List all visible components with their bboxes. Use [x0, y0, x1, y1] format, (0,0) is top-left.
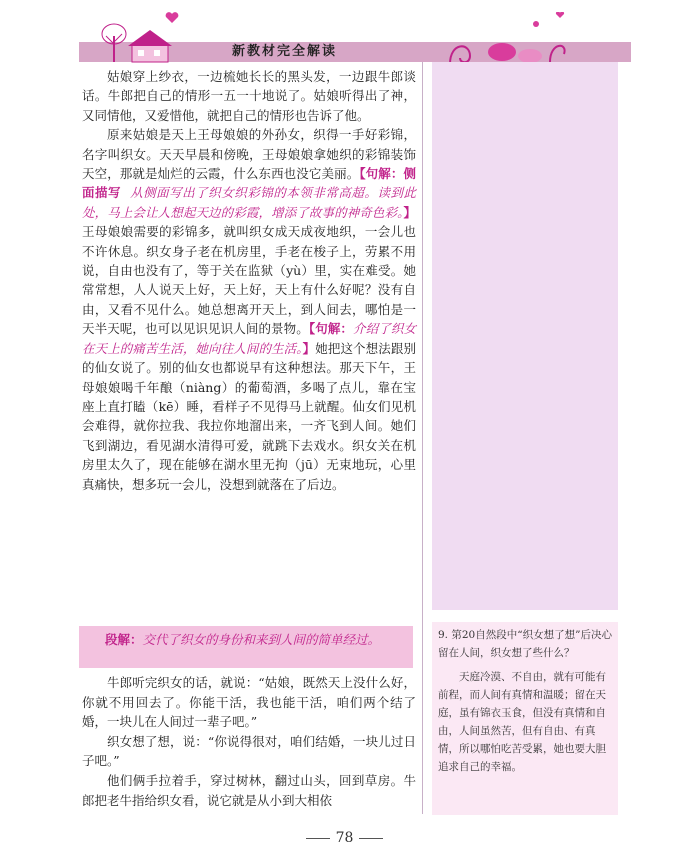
- text: 原来姑娘是天上王母娘娘的外孙女，织得一手好彩锦，名字叫织女。天天早晨和傍晚，王母娘娘拿她织的彩锦装饰天空，那就是灿烂的云霞，什么东西也没它美丽。: [82, 127, 416, 182]
- heart-icon: [165, 12, 179, 24]
- swirl-flower-decoration-icon: [440, 12, 580, 66]
- side-question: 9. 第20自然段中“织女想了想”后决心留在人间，织女想了些什么？: [438, 629, 612, 659]
- paragraph: [82, 125, 416, 494]
- summary-text: 交代了织女的身份和来到人间的简单经过。: [142, 632, 381, 647]
- sentence-analysis-tag-end: 】: [403, 204, 416, 220]
- page-number-rule-left: [306, 838, 330, 839]
- paragraph-summary-box: [79, 626, 413, 668]
- paragraph: 姑娘穿上纱衣，一边梳她长长的黑头发，一边跟牛郎谈话。牛郎把自己的情形一五一十地说了。姑娘听得出了神，又同情他，又爱惜他，就把自己的情形也告诉了他。: [82, 69, 416, 123]
- page-number-rule-right: [359, 838, 383, 839]
- main-text-block-2: [82, 673, 416, 810]
- page-header-title: 新教材完全解读: [232, 44, 338, 59]
- sentence-analysis-tag: 【句解：侧面描写: [82, 166, 416, 201]
- side-question-box: [432, 622, 618, 815]
- paragraph: 他们俩手拉着手，穿过树林，翻过山头，回到草房。牛郎把老牛指给织女看，说它就是从小到大相依: [82, 772, 416, 808]
- page-number: [0, 830, 689, 846]
- summary-label: 段解：: [105, 632, 143, 647]
- main-text-block: [82, 67, 416, 494]
- paragraph: 牛郎听完织女的话，就说：“姑娘，既然天上没什么好，你就不用回去了。你能干活，我也能干活，咱们两个结了婚，一块儿在人间过一辈子吧。”: [82, 675, 416, 730]
- text: 她把这个想法跟别的仙女说了。别的仙女也都说早有这种想法。那天下午，王母娘娘喝千年酿（niàng）的葡萄酒，多喝了点儿，靠在宝座上直打瞌（kē）睡，看样子不见得马上就醒。仙女们见机会难得，就你拉我、我拉你地溜出来，一齐飞到人间。她们飞到湖边，看见湖水清得可爱，就跳下去戏水。织女关在机房里太久了，现在能够在湖水里无拘（jū）无束地玩，心里真痛快，想多玩一会儿，没想到就落在了后边。: [82, 340, 416, 492]
- sentence-analysis-tag-end: 】: [302, 340, 316, 356]
- text: 王母娘娘需要的彩锦多，就叫织女成天成夜地织，一会儿也不许休息。织女身子老在机房里，手老在梭子上，劳累不用说，自由也没有了，等于关在监狱（yù）里，实在难受。她常常想，人人说天上好，天上好，天上有什么好呢？没有自由，又看不见什么。她总想离开天上，到人间去，哪怕是一天半天呢，也可以见识见识人间的景物。: [82, 224, 416, 337]
- column-divider: [422, 62, 423, 814]
- sentence-analysis-note: 从侧面写出了织女织彩锦的本领非常高超。读到此处，马上会让人想起天边的彩霞，增添了故事的神奇色彩。: [82, 185, 416, 220]
- sentence-analysis-tag: 【句解：: [308, 321, 354, 337]
- sentence-analysis-note: 介绍了织女在天上的痛苦生活，她向往人间的生活。: [82, 321, 416, 356]
- paragraph: 织女想了想，说：“你说得很对，咱们结婚，一块儿过日子吧。”: [82, 733, 416, 769]
- page-number-value: 78: [335, 830, 354, 846]
- side-answer: 天庭冷漠、不自由，就有可能有前程，而人间有真情和温暖；留在天庭，虽有锦衣玉食，但没有真情和自由，人间虽然苦，但有自由、有真情，所以哪怕吃苦受累，她也要大胆追求自己的幸福。: [438, 671, 606, 773]
- margin-note-column: [432, 62, 618, 610]
